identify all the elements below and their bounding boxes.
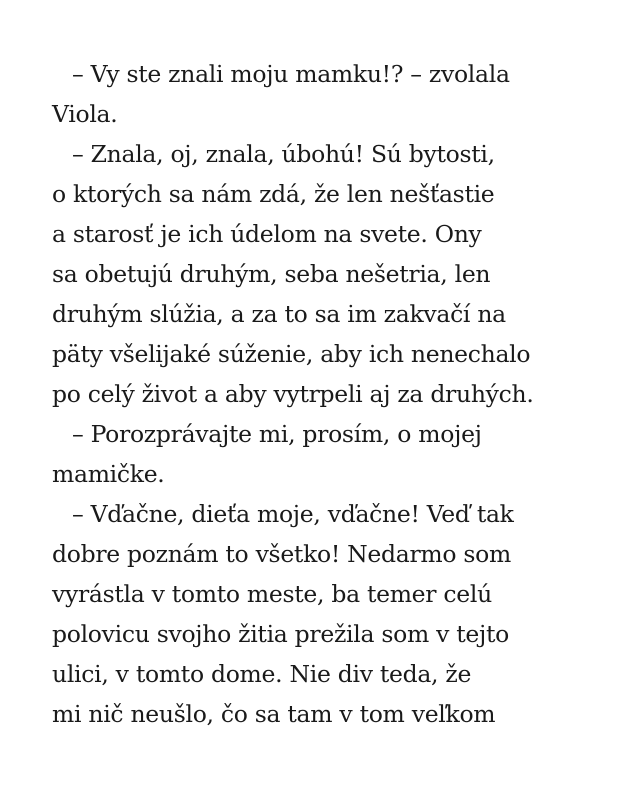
text-line: mamičke.	[52, 460, 165, 488]
text-line: ulici, v tomto dome. Nie div teda, že	[52, 660, 472, 688]
text-line: mi nič neušlo, čo sa tam v tom veľkom	[52, 700, 496, 728]
text-line: – Vy ste znali moju mamku!? – zvolala	[72, 60, 510, 88]
text-line: polovicu svojho žitia prežila som v tejto	[52, 620, 509, 648]
text-line: päty všelijaké súženie, aby ich nenechalo	[52, 340, 531, 368]
text-line: druhým slúžia, a za to sa im zakvačí na	[52, 300, 506, 328]
text-line: Viola.	[52, 100, 118, 128]
text-line: dobre poznám to všetko! Nedarmo som	[52, 540, 512, 568]
text-line: – Znala, oj, znala, úbohú! Sú bytosti,	[72, 140, 495, 168]
text-line: po celý život a aby vytrpeli aj za druhých.	[52, 380, 534, 408]
text-line: – Porozprávajte mi, prosím, o mojej	[72, 420, 482, 448]
book-page	[0, 50, 640, 800]
text-line: – Vďačne, dieťa moje, vďačne! Veď tak	[72, 500, 514, 528]
text-line: a starosť je ich údelom na svete. Ony	[52, 220, 482, 248]
text-line: o ktorých sa nám zdá, že len nešťastie	[52, 180, 495, 208]
text-line: vyrástla v tomto meste, ba temer celú	[52, 580, 492, 608]
text-line: sa obetujú druhým, seba nešetria, len	[52, 260, 491, 288]
